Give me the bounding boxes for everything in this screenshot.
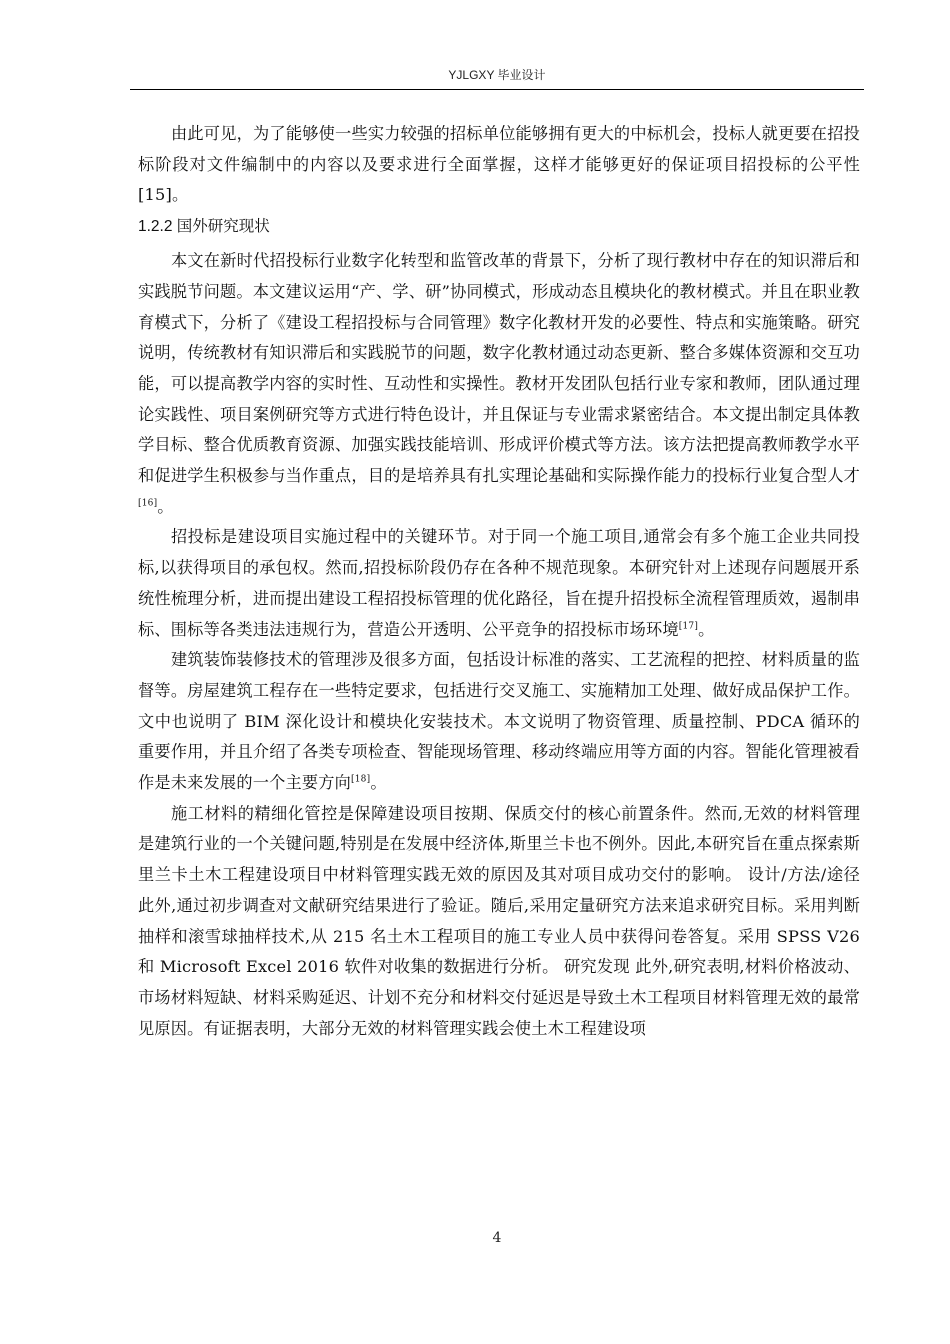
citation-18: [18] bbox=[351, 774, 371, 785]
paragraph-5: 施工材料的精细化管控是保障建设项目按期、保质交付的核心前置条件。然而,无效的材料管理是建筑行业的一个关键问题,特别是在发展中经济体,斯里兰卡也不例外。因此,本研究旨在重点探索斯里兰卡土木工程建设项目中材料管理实践无效的原因及其对项目成功交付的影响。 设计/方法/途径 此外,通过初步调查对文献研究结果进行了验证。随后,采用定量研究方法来追求研究目标。采用判断抽样和滚雪球抽样技术,从 215 名土木工程项目的施工专业人员中获得问卷答复。采用 SPSS V26 和 Microsoft Excel 2016 软件对收集的数据进行分析。 研究发现 此外,研究表明,材料价格波动、市场材料短缺、材料采购延迟、计划不充分和材料交付延迟是导致土木工程项目材料管理无效的最常见原因。有证据表明，大部分无效的材料管理实践会使土木工程建设项 bbox=[138, 803, 860, 1038]
paragraph-4 bbox=[138, 645, 860, 799]
citation-17: [17] bbox=[678, 621, 699, 632]
paragraph-1: 由此可见，为了能够使一些实力较强的招标单位能够拥有更大的中标机会，投标人就更要在招投标阶段对文件编制中的内容以及要求进行全面掌握，这样才能够更好的保证项目招投标的公平性[15]。 bbox=[138, 124, 860, 205]
citation-16: [16] bbox=[138, 498, 158, 509]
paragraph-3 bbox=[138, 522, 860, 645]
paragraph-2-end: 。 bbox=[157, 496, 174, 516]
paragraph-4-end: 。 bbox=[370, 773, 387, 793]
paragraph-2 bbox=[138, 246, 860, 522]
document-body bbox=[138, 119, 860, 1044]
paragraph-2-text: 本文在新时代招投标行业数字化转型和监管改革的背景下，分析了现行教材中存在的知识滞后和实践脱节问题。本文建议运用“产、学、研”协同模式，形成动态且模块化的教材模式。并且在职业教育模式下，分析了《建设工程招投标与合同管理》数字化教材开发的必要性、特点和实施策略。研究说明，传统教材有知识滞后和实践脱节的问题，数字化教材通过动态更新、整合多媒体资源和交互功能，可以提高教学内容的实时性、互动性和实操性。教材开发团队包括行业专家和教师，团队通过理论实践性、项目案例研究等方式进行特色设计，并且保证与专业需求紧密结合。本文提出制定具体教学目标、整合优质教育资源、加强实践技能培训、形成评价模式等方法。该方法把提高教师教学水平和促进学生积极参与当作重点，目的是培养具有扎实理论基础和实际操作能力的投标行业复合型人才 bbox=[138, 251, 860, 486]
page-number: 4 bbox=[492, 1230, 502, 1246]
paragraph-3-end: 。 bbox=[698, 619, 715, 639]
running-header: YJLGXY 毕业设计 bbox=[448, 68, 546, 82]
paragraph-3-text: 招投标是建设项目实施过程中的关键环节。对于同一个施工项目,通常会有多个施工企业共同投标,以获得项目的承包权。然而,招投标阶段仍存在各种不规范现象。本研究针对上述现存问题展开系统性梳理分析，进而提出建设工程招投标管理的优化路径，旨在提升招投标全流程管理质效，遏制串标、围标等各类违法违规行为，营造公开透明、公平竞争的招投标市场环境 bbox=[138, 527, 860, 639]
header-rule bbox=[130, 89, 864, 90]
section-heading: 1.2.2 国外研究现状 bbox=[138, 218, 270, 236]
paragraph-4-text: 建筑装饰装修技术的管理涉及很多方面，包括设计标准的落实、工艺流程的把控、材料质量的监督等。房屋建筑工程存在一些特定要求，包括进行交叉施工、实施精加工处理、做好成品保护工作。文中也说明了 BIM 深化设计和模块化安装技术。本文说明了物资管理、质量控制、PDCA 循环的重要作用，并且介绍了各类专项检查、智能现场管理、移动终端应用等方面的内容。智能化管理被看作是未来发展的一个主要方向 bbox=[138, 650, 860, 793]
